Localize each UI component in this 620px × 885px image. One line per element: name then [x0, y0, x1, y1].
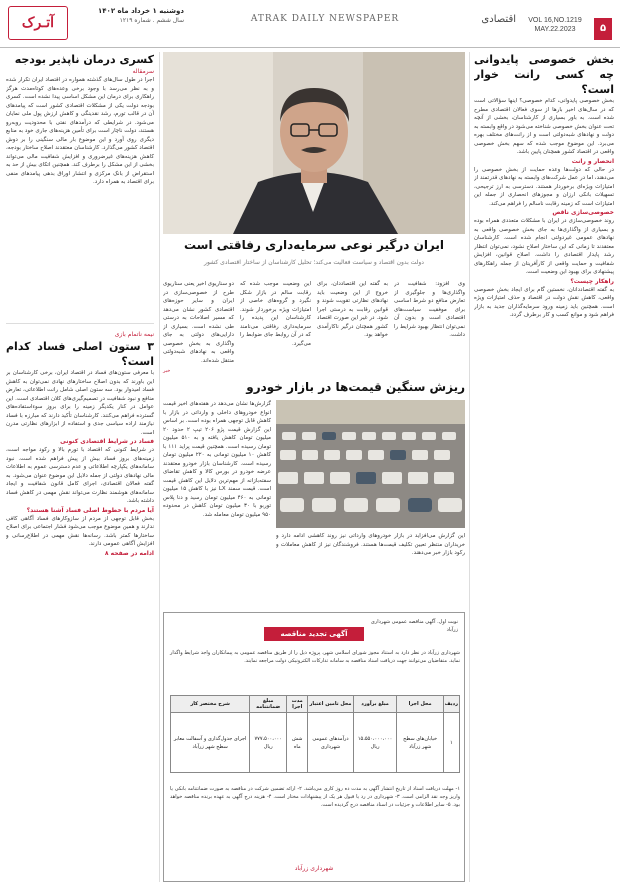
right-subhead-1: انحصار و رانت	[571, 157, 614, 165]
right-body: بخش خصوصی پایدوانی، کدام خصوصی؟ اینها سؤالاتی است که در سال‌های اخیر بارها از سوی فعالان اقتصادی مطرح شده است. به باور بسیاری از کارشناسان، بخشی از آنچه تحت عنوان بخش خصوصی شناخته می‌شود در واقع وابسته به دولت و نهادهای شبه‌دولتی است و از رانت‌های مختلف بهره می‌برد. این موضوع موجب شده که سهم بخش خصوصی واقعی در اقتصاد کشور همچنان پایین باشد.	[474, 98, 614, 155]
ad-signature: شهرداری زرآباد	[294, 865, 334, 872]
ad-intro: شهرداری زرآباد در نظر دارد به استناد مجوز شورای اسلامی شهر، پروژه ذیل را از طریق مناقصه عمومی به پیمانکاران واجد شرایط واگذار نماید. متقاضیان می‌توانند جهت دریافت اسناد مناقصه به سامانه تدارکات الکترونیکی دولت مراجعه نمایند.	[170, 650, 460, 664]
english-date: MAY.22.2023	[534, 26, 576, 33]
cell-funding: درآمدهای عمومی شهرداری	[308, 713, 353, 773]
col-header-funding: محل تامین اعتبار	[308, 696, 353, 713]
editorial-headline: کسری درمان ناپذیر بودجه	[14, 53, 154, 66]
car-article-body-2: این گزارش می‌افزاید در بازار خودروهای وارداتی نیز روند کاهشی ادامه دارد و خریداران منتظر تعیین تکلیف قیمت‌ها هستند. فروشندگان نیز از کاهش معاملات و رکود بازار خبر می‌دهند.	[276, 533, 465, 556]
col-header-duration: مدت اجرا	[287, 696, 308, 713]
right-column	[474, 52, 614, 882]
ad-title: آگهی تجدید مناقصه	[264, 627, 364, 641]
ad-header: نوبت اول. آگهی مناقصه عمومی شهرداری زرآباد	[370, 619, 458, 633]
volume-number: VOL 16,NO.1219	[528, 17, 582, 24]
corruption-headline: ۳ ستون اصلی فساد کدام است؟	[6, 340, 154, 368]
masthead	[0, 0, 620, 48]
cell-location: خیابان‌های سطح شهر زرآباد	[397, 713, 443, 773]
right-subhead-2: خصوصی‌سازی ناقص	[552, 209, 614, 216]
cell-row: ۱	[443, 713, 459, 773]
car-headline: ریزش سنگین قیمت‌ها در بازار خودرو	[246, 380, 465, 394]
tender-advertisement	[163, 612, 465, 882]
car-article-body: گزارش‌ها نشان می‌دهد در هفته‌های اخیر قیمت انواع خودروهای داخلی و وارداتی در بازار با کاهش قابل توجهی همراه بوده است. بر اساس این گزارش قیمت پژو ۲۰۶ تیپ ۲ حدود ۲۰ میلیون تومان کاهش یافته و به ۵۱۰ میلیون تومان رسیده است. همچنین قیمت پراید ۱۱۱ با کاهش ۱۰ میلیون تومانی به ۲۲۰ میلیون تومان رسیده است. کارشناسان بازار خودرو معتقدند عرضه خودرو در بورس کالا و کاهش تقاضای سفته‌بازانه از مهم‌ترین دلایل این کاهش قیمت است. قیمت سمند LX نیز با کاهش ۱۵ میلیون تومانی به ۴۶۰ میلیون تومان رسید و دنا پلاس توربو با ۳۰ میلیون تومان کاهش در محدوده ۹۵۰ میلیون تومان معامله شد.	[163, 401, 271, 518]
cell-duration: شش ماه	[287, 713, 308, 773]
portrait-illustration	[163, 52, 465, 234]
col-header-estimate: مبلغ برآورد	[353, 696, 397, 713]
logo-text: آتـرک	[21, 15, 55, 31]
ad-notes: ۱- مهلت دریافت اسناد از تاریخ انتشار آگهی به مدت ده روز کاری می‌باشد. ۲- ارائه تضمین شرکت در مناقصه به صورت ضمانتنامه بانکی یا واریز وجه نقد الزامی است. ۳- شهرداری در رد یا قبول هر یک از پیشنهادات مختار است. ۴- هزینه درج آگهی به عهده برنده مناقصه خواهد بود. ۵- سایر اطلاعات و جزئیات در اسناد مناقصه درج گردیده است.	[170, 786, 460, 808]
corruption-article	[6, 330, 154, 870]
table-row	[171, 713, 460, 773]
col-header-description: شرح مختصر کار	[171, 696, 250, 713]
editorial-kicker: سرمقاله	[132, 68, 154, 75]
paper-name: ATRAK DAILY NEWSPAPER	[250, 14, 400, 24]
column-divider	[159, 52, 160, 882]
tender-table-header	[171, 696, 460, 713]
portrait-photo	[163, 52, 465, 234]
issue-date: دوشنبه ۱ خرداد ماه ۱۴۰۲	[98, 7, 184, 15]
editorial-body: اجرا در طول سال‌های گذشته همواره در اقتصاد ایران تکرار شده و به نظر می‌رسد با وجود برخی وعده‌های کوتاه‌مدت هرگز راهکاری برای درمان این مشکل اساسی پیدا نشده است. کسری بودجه دولت یکی از مشکلات اقتصادی کشور است که پیامدهای آن در قالب تورم، رشد نقدینگی و کاهش ارزش پول ملی نمایان می‌شود. در شرایطی که درآمدهای نفتی با محدودیت روبه‌رو هستند، دولت ناچار است برای تأمین هزینه‌های جاری خود به منابع دیگری روی آورد و این موضوع بار مالی سنگینی را بر دوش اقتصاد کشور می‌گذارد. کارشناسان معتقدند اصلاح ساختار بودجه، کاهش هزینه‌های غیرضروری و افزایش شفافیت مالی می‌تواند بخشی از این مشکل را برطرف کند. همچنین اتکای بیش از حد به استقراض از بانک مرکزی و انتشار اوراق بدهی پیامدهای منفی برای اقتصاد به همراه دارد.	[6, 77, 154, 185]
col-header-guarantee: مبلغ ضمانتنامه	[250, 696, 287, 713]
col-header-row: ردیف	[443, 696, 459, 713]
left-column	[6, 52, 154, 882]
cell-description: اجرای جدول‌گذاری و آسفالت معابر سطح شهر زرآباد	[171, 713, 250, 773]
car-article-head	[163, 380, 465, 395]
right-body-2: در حالی که دولت‌ها وعده حمایت از بخش خصوصی را می‌دهند، اما در عمل شرکت‌های وابسته به نهادهای قدرتمند از امتیازات ویژه‌ای برخوردار هستند. دسترسی به ارز ترجیحی، تسهیلات بانکی ارزان و مجوزهای انحصاری از جمله این امتیازات است که زمینه رقابت ناسالم را فراهم می‌کند.	[474, 166, 614, 207]
main-column-3: به گفته این اقتصاددان، برای خروج از این وضعیت باید نهادهای نظارتی تقویت شوند و قوانین رقابت به درستی اجرا شود. در غیر این صورت اقتصاد کشور همچنان درگیر ناکارآمدی خواهد بود.	[317, 281, 388, 338]
main-column-4: وی افزود: شفافیت در واگذاری‌ها و جلوگیری از تعارض منافع دو شرط اساسی برای موفقیت سیاست‌های اقتصادی است و بدون آن نمی‌توان انتظار بهبود شرایط را داشت.	[394, 281, 465, 338]
corruption-body-3: بخش قابل توجهی از مردم از سازوکارهای فساد آگاهی کافی ندارند و همین موضوع موجب می‌شود فشار اجتماعی برای اصلاح ساختارها کمتر باشد. رسانه‌ها نقش مهمی در اطلاع‌رسانی و افزایش آگاهی عمومی دارند.	[6, 515, 154, 547]
cell-guarantee: ۷۷۷،۵۰۰،۰۰۰ ریال	[250, 713, 287, 773]
col-header-location: محل اجرا	[397, 696, 443, 713]
right-headline: بخش خصوصی پایدوانی چه کسی رانت خوار است؟	[474, 53, 614, 96]
corruption-body: با معرفی ستون‌های فساد در اقتصاد ایران، برخی کارشناسان بر این باورند که بدون اصلاح ساختارهای نهادی نمی‌توان به کاهش فساد امیدوار بود. سه ستون اصلی شامل رانت اطلاعاتی، تعارض منافع و نبود شفافیت در تصمیم‌گیری‌های کلان اقتصادی است. این عوامل در کنار یکدیگر زمینه را برای بروز سوءاستفاده‌های گسترده فراهم می‌کنند. کارشناسان تأکید دارند که مبارزه با فساد نیازمند اراده سیاسی جدی و استفاده از ابزارهای نظارتی مدرن است.	[6, 370, 154, 436]
main-column-1: دو سناریوی اخیر یعنی سناریوی طرح از خصوصی‌سازی در ایران و سایر حوزه‌های اقتصادی کشور نشان می‌دهد که مسیر اصلاحات به درستی طی نشده است. بسیاری از دارایی‌های دولتی به جای واگذاری به بخش خصوصی واقعی به نهادهای شبه‌دولتی منتقل شده‌اند.	[163, 281, 234, 364]
page-number: ۵	[594, 18, 612, 40]
car-section-label: خبر	[163, 368, 171, 374]
main-column-2: این وضعیت موجب شده که رقابت سالم در بازار شکل نگیرد و گروه‌های خاصی از امتیازات ویژه برخوردار شوند. کارشناسان این پدیده را سرمایه‌داری رفاقتی می‌نامند که در آن روابط جای ضوابط را می‌گیرد.	[240, 281, 311, 347]
newspaper-logo	[8, 6, 68, 40]
section-name: اقتصادی	[481, 14, 516, 25]
tender-table	[170, 695, 460, 773]
column-divider-right	[469, 52, 470, 882]
corruption-kicker: نیمه ناتمام بازی	[114, 331, 154, 338]
right-body-4: به گفته اقتصاددانان، نخستین گام برای ایجاد بخش خصوصی واقعی، کاهش نقش دولت در اقتصاد و حذف امتیازات ویژه است. همچنین باید زمینه ورود سرمایه‌گذاران جدید به بازار فراهم شود و موانع کسب و کار برطرف گردد.	[474, 286, 614, 318]
cell-estimate: ۱۵،۵۵۰،۰۰۰،۰۰۰ ریال	[353, 713, 397, 773]
continue-note: ادامه در صفحه ۸	[104, 549, 154, 557]
corruption-body-2: در شرایط کنونی که اقتصاد با تورم بالا و رکود مواجه است، زمینه‌های بروز فساد بیش از پیش فراهم شده است. نبود سامانه‌های یکپارچه اطلاعاتی و عدم دسترسی عموم به اطلاعات مالی نهادهای دولتی از جمله دلایل این موضوع عنوان می‌شود. به گفته فعالان اقتصادی، اجرای کامل قانون شفافیت و ایجاد سامانه‌های هوشمند نظارت می‌تواند نقش مهمی در کاهش فساد داشته باشد.	[6, 447, 154, 504]
volume-info	[520, 16, 590, 34]
corruption-subhead-1: فساد در شرایط اقتصادی کنونی	[60, 438, 154, 445]
issue-number: سال ششم . شماره ۱۲۱۹	[119, 17, 184, 24]
date-block	[74, 6, 184, 25]
main-article-columns	[163, 280, 465, 366]
right-subhead-3: راهکار چیست؟	[570, 277, 614, 285]
corruption-subhead-2: آیا مردم با خطوط اصلی فساد آشنا هستند؟	[26, 506, 154, 514]
main-headline: ایران درگیر نوعی سرمایه‌داری رفاقتی است	[183, 238, 445, 252]
main-lead: دولت بدون اقتصاد و سیاست فعالیت می‌کند؛ تحلیل کارشناسان از ساختار اقتصادی کشور	[204, 259, 424, 266]
car-lot-illustration	[276, 400, 465, 528]
editorial-article	[6, 52, 154, 324]
car-market-photo	[276, 400, 465, 528]
main-article-head	[163, 238, 465, 253]
right-body-3: روند خصوصی‌سازی در ایران با مشکلات متعددی همراه بوده و بسیاری از واگذاری‌ها به جای بخش خصوصی واقعی به نهادهای عمومی غیردولتی انجام شده است. کارشناسان معتقدند تا زمانی که این ساختار اصلاح نشود، نمی‌توان انتظار رشد پایدار اقتصادی را داشت. اصلاح قوانین، افزایش شفافیت و حمایت واقعی از کارآفرینان از جمله راهکارهای پیشنهادی برای بهبود این وضعیت است.	[474, 218, 614, 275]
